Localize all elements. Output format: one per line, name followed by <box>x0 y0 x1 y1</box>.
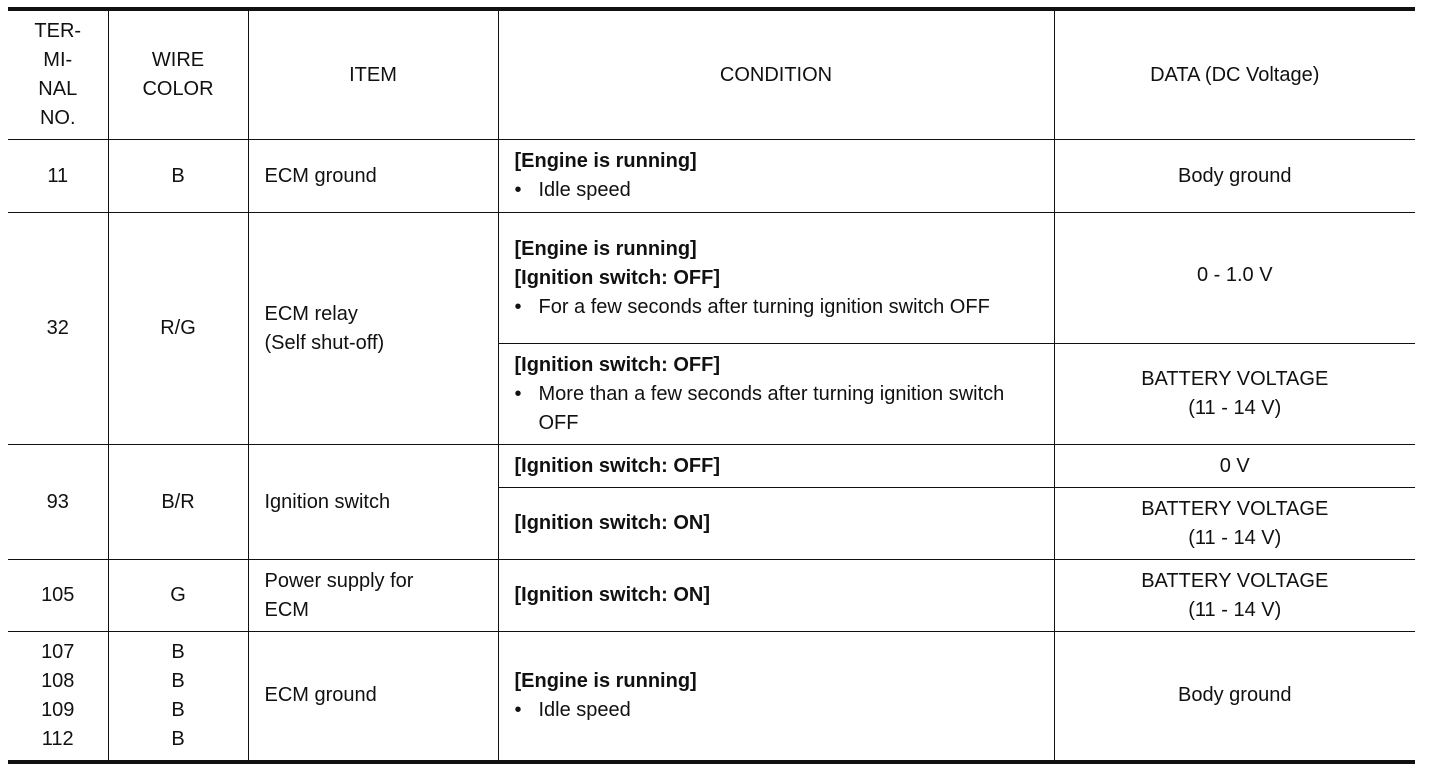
condition-cell <box>498 632 1054 762</box>
item-cell: ECM ground <box>248 632 498 762</box>
data-cell: 0 V <box>1054 445 1415 488</box>
condition-bullet: • Idle speed <box>515 176 1054 205</box>
data-cell: Body ground <box>1054 140 1415 213</box>
table-row <box>8 632 1415 762</box>
condition-heading: [Ignition switch: OFF] <box>514 454 721 477</box>
condition-heading: [Ignition switch: OFF] <box>514 266 721 289</box>
condition-cell <box>498 445 1054 488</box>
data-cell: BATTERY VOLTAGE (11 - 14 V) <box>1054 560 1415 632</box>
item-cell: ECM relay (Self shut-off) <box>248 213 498 445</box>
item-cell: Power supply for ECM <box>248 560 498 632</box>
condition-cell <box>498 344 1054 445</box>
condition-heading: [Engine is running] <box>514 150 697 172</box>
bullet-marker: • <box>514 382 522 405</box>
header-row <box>8 9 1415 140</box>
header-wire-color: WIRE COLOR <box>108 9 248 140</box>
condition-heading: [Engine is running] <box>514 237 697 260</box>
bullet-marker: • <box>514 698 522 721</box>
table-row <box>8 140 1415 213</box>
terminal-cell: 105 <box>8 560 108 632</box>
data-cell: BATTERY VOLTAGE (11 - 14 V) <box>1054 488 1415 560</box>
condition-cell <box>498 488 1054 560</box>
header-item: ITEM <box>248 9 498 140</box>
header-data: DATA (DC Voltage) <box>1054 9 1415 140</box>
condition-cell <box>498 560 1054 632</box>
condition-bullet: • For a few seconds after turning ignition switch OFF <box>515 293 1054 322</box>
table-row <box>8 560 1415 632</box>
condition-heading: [Ignition switch: OFF] <box>514 353 721 376</box>
item-cell: Ignition switch <box>248 445 498 560</box>
wire-color-cell: B/R <box>108 445 248 560</box>
terminal-cell: 107 108 109 112 <box>8 632 108 762</box>
wire-color-cell: B B B B <box>108 632 248 762</box>
condition-cell <box>498 213 1054 344</box>
terminal-cell: 32 <box>8 213 108 445</box>
condition-heading: [Ignition switch: ON] <box>514 512 711 534</box>
item-cell: ECM ground <box>248 140 498 213</box>
condition-cell <box>498 140 1054 213</box>
ecm-terminal-table <box>8 7 1415 764</box>
table-row <box>8 445 1415 488</box>
ecm-terminal-table-frame <box>8 7 1415 762</box>
table-row <box>8 213 1415 344</box>
wire-color-cell: B <box>108 140 248 213</box>
condition-bullet: • Idle speed <box>515 696 1054 725</box>
bullet-marker: • <box>514 179 522 201</box>
terminal-cell: 93 <box>8 445 108 560</box>
header-condition: CONDITION <box>498 9 1054 140</box>
condition-heading: [Ignition switch: ON] <box>514 584 711 606</box>
wire-color-cell: G <box>108 560 248 632</box>
wire-color-cell: R/G <box>108 213 248 445</box>
data-cell: BATTERY VOLTAGE (11 - 14 V) <box>1054 344 1415 445</box>
terminal-cell: 11 <box>8 140 108 213</box>
data-cell: 0 - 1.0 V <box>1054 213 1415 344</box>
bullet-marker: • <box>514 295 522 318</box>
header-terminal-no: TER- MI- NAL NO. <box>8 9 108 140</box>
condition-heading: [Engine is running] <box>514 669 697 692</box>
condition-bullet: • More than a few seconds after turning ignition switch OFF <box>515 380 1054 438</box>
data-cell: Body ground <box>1054 632 1415 762</box>
